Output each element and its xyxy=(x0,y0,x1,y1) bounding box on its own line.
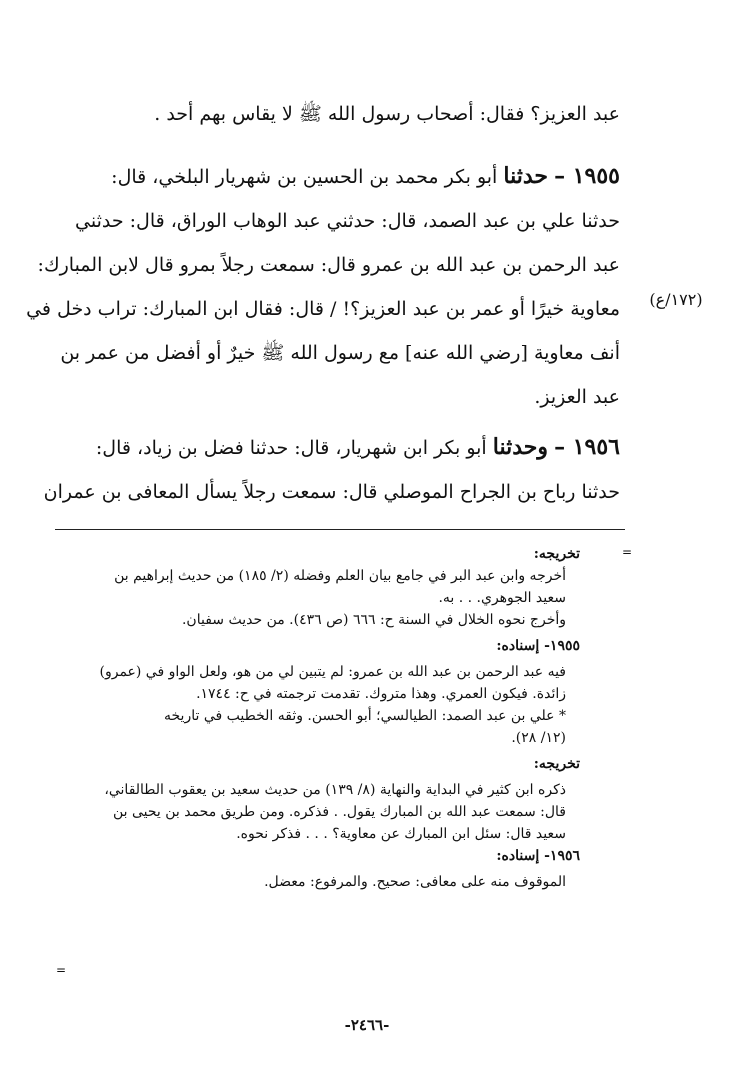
isnad-1955-line-1: فيه عبد الرحمن بن عبد الله بن عمرو: لم يتبين لي من هو، ولعل الواو في (عمرو) xyxy=(99,664,566,680)
narration-number-1955: ١٩٥٥ – xyxy=(554,163,620,189)
footnotes xyxy=(80,543,580,893)
narration-1956-line-1: أبو بكر ابن شهريار، قال: حدثنا فضل بن زياد، قال: xyxy=(95,437,487,459)
takhrij-1-line-1: أخرجه وابن عبد البر في جامع بيان العلم وفضله (٢/ ١٨٥) من حديث إبراهيم بن xyxy=(114,568,566,584)
takhrij-heading-1: تخريجه: xyxy=(533,546,580,562)
isnad-1955-line-2: زائدة. فيكون العمري. وهذا متروك. تقدمت ترجمته في ح: ١٧٤٤. xyxy=(196,686,566,702)
margin-mark-bottom: = xyxy=(56,963,67,977)
takhrij-2-line-2: قال: سمعت عبد الله بن المبارك يقول. . فذكره. ومن طريق محمد بن يحيى بن xyxy=(112,804,566,820)
narration-1955-line-6: عبد العزيز. xyxy=(534,386,620,408)
isnad-1955-line-4: (١٢/ ٢٨). xyxy=(511,730,566,746)
narration-1955-line-3: عبد الرحمن بن عبد الله بن عمرو قال: سمعت رجلاً بمرو قال لابن المبارك: xyxy=(37,254,620,276)
main-text xyxy=(26,92,620,514)
narration-number-1956: ١٩٥٦ – xyxy=(554,434,620,460)
narration-keyword-1955: حدثنا xyxy=(503,163,549,189)
narration-1955-line-1: أبو بكر محمد بن الحسين بن شهريار البلخي، قال: xyxy=(111,166,498,188)
takhrij-2-line-1: ذكره ابن كثير في البداية والنهاية (٨/ ١٣٩) من حديث سعيد بن يعقوب الطالقاني، xyxy=(104,782,566,798)
isnad-1955-line-3: * علي بن عبد الصمد: الطيالسي؛ أبو الحسن. وثقه الخطيب في تاريخه xyxy=(164,708,566,724)
narration-keyword-1956: وحدثنا xyxy=(492,434,549,460)
footnote-separator xyxy=(55,529,625,530)
narration-1955-line-5: أنف معاوية [رضي الله عنه] مع رسول الله ﷺ خيرٌ أو أفضل من عمر بن xyxy=(60,342,620,364)
manuscript-folio-reference: (١٧٢/ع) xyxy=(649,290,703,309)
narration-1955-line-4: معاوية خيرًا أو عمر بن عبد العزيز؟! / قال: فقال ابن المبارك: تراب دخل في xyxy=(26,298,620,320)
takhrij-2-line-3: سعيد قال: سئل ابن المبارك عن معاوية؟ . . . فذكر نحوه. xyxy=(236,826,566,842)
paragraph-end-text: عبد العزيز؟ فقال: أصحاب رسول الله ﷺ لا يقاس بهم أحد . xyxy=(154,103,620,125)
page-number: -٢٤٦٦- xyxy=(344,1016,390,1034)
isnad-1956-heading: ١٩٥٦- إسناده: xyxy=(496,848,580,864)
narration-1956-line-2: حدثنا رباح بن الجراح الموصلي قال: سمعت رجلاً يسأل المعافى بن عمران xyxy=(43,481,620,503)
margin-mark-top: = xyxy=(622,545,633,559)
isnad-1955-heading: ١٩٥٥- إسناده: xyxy=(496,638,580,654)
takhrij-heading-2: تخريجه: xyxy=(533,756,580,772)
isnad-1956-line-1: الموقوف منه على معافى: صحيح. والمرفوع: معضل. xyxy=(264,874,566,890)
narration-1955-line-2: حدثنا علي بن عبد الصمد، قال: حدثني عبد الوهاب الوراق، قال: حدثني xyxy=(75,210,620,232)
takhrij-1-line-2: سعيد الجوهري. . . به. xyxy=(438,590,566,606)
narration-1955-header xyxy=(60,154,620,199)
takhrij-1-line-3: وأخرج نحوه الخلال في السنة ح: ٦٦٦ (ص ٤٣٦). من حديث سفيان. xyxy=(181,612,566,628)
narration-1956-header xyxy=(60,425,620,470)
